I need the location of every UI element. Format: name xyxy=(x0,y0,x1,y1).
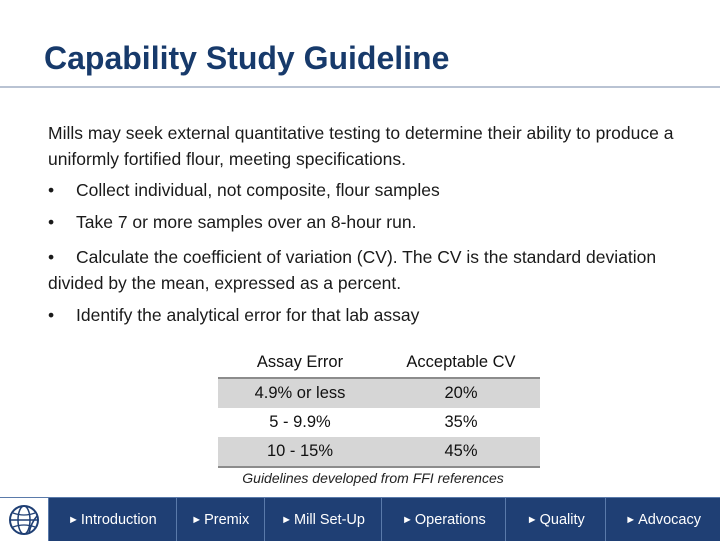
arrow-right-icon: ► xyxy=(68,513,79,526)
nav-premix[interactable] xyxy=(177,498,265,541)
bullet-text: Collect individual, not composite, flour samples xyxy=(76,180,440,200)
assay-error-cell: 10 - 15% xyxy=(218,437,382,467)
bullet-item xyxy=(48,209,688,235)
arrow-right-icon: ► xyxy=(401,513,413,526)
bullet-item xyxy=(48,244,688,296)
intro-paragraph: Mills may seek external quantitative testing to determine their ability to produce a uniformly fortified flour, meeting specifications. xyxy=(48,123,674,169)
bullet-icon: • xyxy=(48,305,55,325)
arrow-right-icon: ► xyxy=(191,513,203,526)
header-assay-error: Assay Error xyxy=(218,347,382,378)
bullet-icon: • xyxy=(48,247,55,267)
nav-advocacy[interactable] xyxy=(606,498,720,541)
acceptable-cv-cell: 45% xyxy=(382,437,540,467)
arrow-right-icon: ► xyxy=(526,513,538,526)
assay-error-cell: 4.9% or less xyxy=(218,378,382,408)
bullet-text: Take 7 or more samples over an 8-hour run. xyxy=(76,212,417,232)
table-note: Guidelines developed from FFI references xyxy=(242,470,504,486)
table-row xyxy=(218,408,540,437)
nav-quality[interactable] xyxy=(506,498,606,541)
nav-mill-set-up[interactable] xyxy=(265,498,383,541)
acceptable-cv-cell: 20% xyxy=(382,378,540,408)
bullet-text: Identify the analytical error for that lab assay xyxy=(76,305,420,325)
arrow-right-icon: ► xyxy=(281,513,293,526)
bottom-navigation xyxy=(0,497,720,541)
nav-operations[interactable] xyxy=(382,498,506,541)
nav-label: Operations xyxy=(414,511,486,528)
title-divider xyxy=(0,86,720,88)
table-row xyxy=(218,378,540,408)
assay-error-cell: 5 - 9.9% xyxy=(269,413,331,431)
nav-label: Advocacy xyxy=(638,511,701,528)
bullet-item xyxy=(48,177,688,203)
nav-label: Premix xyxy=(204,511,250,528)
acceptable-cv-cell: 35% xyxy=(444,413,478,431)
globe-wheat-logo-icon[interactable] xyxy=(0,498,49,541)
header-acceptable-cv: Acceptable CV xyxy=(382,347,540,378)
nav-label: Mill Set-Up xyxy=(294,511,365,528)
bullet-item xyxy=(48,302,688,328)
arrow-right-icon: ► xyxy=(625,513,637,526)
nav-label: Quality xyxy=(539,511,585,528)
bullet-icon: • xyxy=(48,180,55,200)
table-row xyxy=(218,437,540,467)
bullet-icon: • xyxy=(48,212,55,232)
nav-label: Introduction xyxy=(80,511,157,528)
page-title: Capability Study Guideline xyxy=(44,40,450,76)
assay-cv-table xyxy=(218,347,540,468)
table-header-row xyxy=(218,347,540,378)
bullet-text: Calculate the coefficient of variation (CV). The CV is the standard deviation divided by the mean, expressed as a percent. xyxy=(48,247,657,293)
nav-introduction[interactable] xyxy=(49,498,177,541)
